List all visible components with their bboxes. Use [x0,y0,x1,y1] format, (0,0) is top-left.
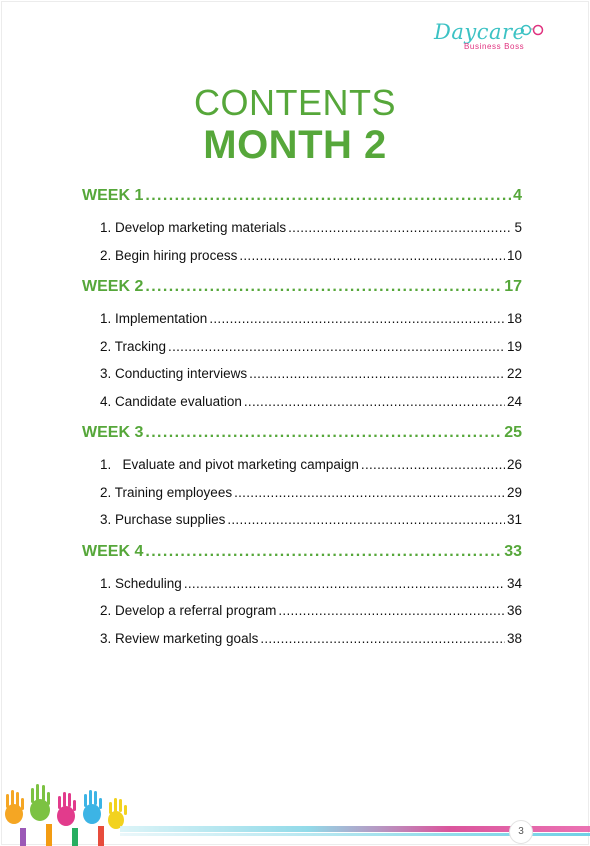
week-page-number: 25 [504,424,522,441]
hand-icon [5,790,24,824]
toc-week-2[interactable] [82,269,522,305]
toc-item[interactable] [82,305,522,333]
dot-leader [260,625,505,653]
item-label: 3. Purchase supplies [100,512,226,527]
item-page-number: 34 [506,575,522,591]
dot-leader [361,451,505,479]
dot-leader [145,269,502,305]
logo-subtitle: Business Boss [464,42,525,51]
item-label: 1. Evaluate and pivot marketing campaign [100,457,359,472]
item-page-number: 5 [514,220,522,235]
dot-leader [145,415,502,451]
dot-leader [249,360,505,388]
toc-item[interactable] [82,479,522,507]
week-label: WEEK 3 [82,424,144,441]
item-label: 2. Develop a referral program [100,603,277,618]
toc-item[interactable] [82,597,522,625]
item-label: 1. Implementation [100,311,208,326]
hand-icon [57,792,76,826]
item-page-number: 36 [506,603,522,618]
hand-icon [83,790,102,824]
item-label: 3. Conducting interviews [100,366,248,381]
painted-hands-illustration [0,780,135,846]
toc-item[interactable] [82,451,522,479]
toc-week-4[interactable] [82,534,522,570]
dot-leader [145,178,511,214]
item-page-number: 10 [506,247,522,263]
dot-leader [227,506,505,534]
item-page-number: 24 [506,393,522,409]
dot-leader [168,333,505,361]
toc-item[interactable] [82,333,522,361]
item-label: 2. Training employees [100,484,233,500]
toc-week-3[interactable] [82,415,522,451]
week-page-number: 17 [504,278,522,295]
week-page-number: 33 [504,542,522,560]
item-label: 3. Review marketing goals [100,630,259,646]
dot-leader [278,597,505,625]
dot-leader [184,570,505,598]
item-label: 1. Scheduling [100,575,182,591]
hand-icon [30,784,50,821]
item-page-number: 22 [506,366,522,381]
toc-item[interactable] [82,388,522,416]
item-page-number: 29 [506,484,522,500]
week-page-number: 4 [513,187,522,204]
page-number: 3 [509,820,533,844]
toc-item[interactable] [82,506,522,534]
brand-logo [434,20,544,56]
item-label: 4. Candidate evaluation [100,393,242,409]
item-page-number: 19 [506,338,522,354]
toc-item[interactable] [82,360,522,388]
item-label: 2. Tracking [100,338,167,354]
toc-week-1[interactable] [82,178,522,214]
toc-item[interactable] [82,242,522,270]
dot-leader [239,242,505,270]
dot-leader [234,479,505,507]
table-of-contents [82,178,522,652]
contents-heading: CONTENTS [194,82,396,123]
dot-leader [209,305,505,333]
item-page-number: 31 [506,512,522,527]
toc-item[interactable] [82,570,522,598]
dot-leader [145,534,502,570]
week-label: WEEK 2 [82,278,144,295]
item-page-number: 38 [506,630,522,646]
item-label: 1. Develop marketing materials [100,220,287,235]
dot-leader [288,214,512,242]
toc-item[interactable] [82,214,522,242]
dot-leader [244,388,505,416]
item-page-number: 26 [506,457,522,472]
month-heading: MONTH 2 [203,123,387,167]
hand-icon [108,798,127,829]
week-label: WEEK 1 [82,187,144,204]
toc-item[interactable] [82,625,522,653]
week-label: WEEK 4 [82,542,144,560]
item-page-number: 18 [506,311,522,326]
logo-script-text: Daycare [434,20,526,44]
item-label: 2. Begin hiring process [100,247,238,263]
glasses-icon [520,24,544,36]
